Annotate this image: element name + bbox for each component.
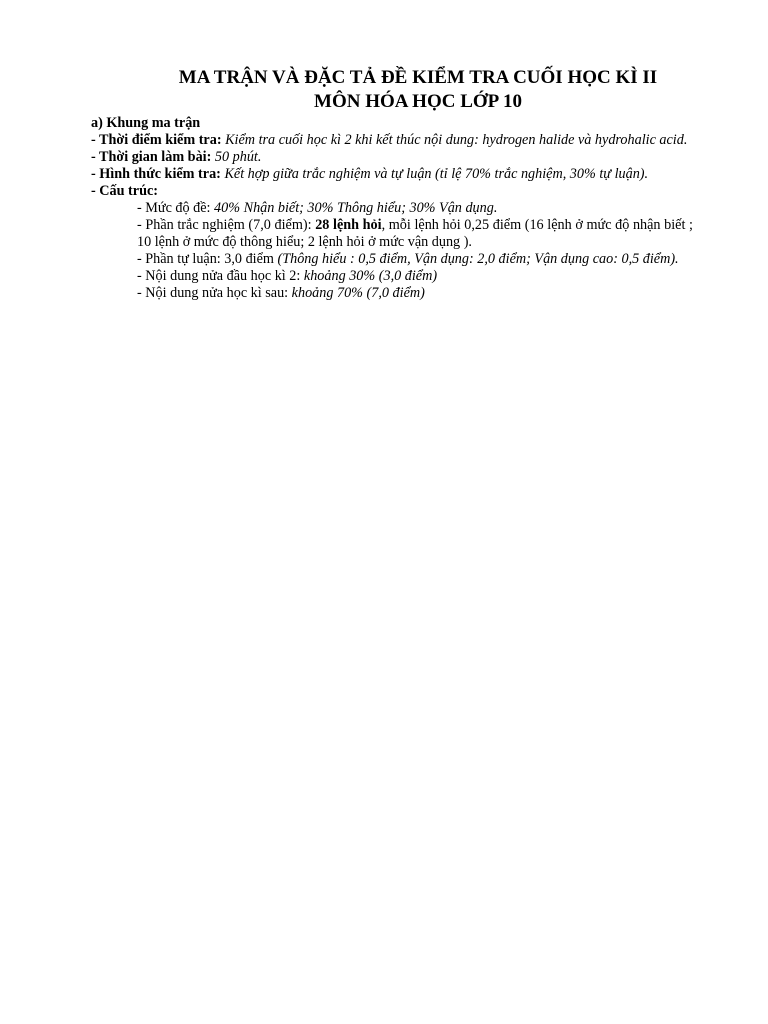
format-value: Kết hợp giữa trắc nghiệm và tự luận (tỉ lệ 70% trắc nghiệm, 30% tự luận). — [220, 166, 649, 182]
second-half-item — [91, 285, 693, 302]
first-half-item — [91, 268, 693, 285]
exam-time-value: Kiểm tra cuối học kì 2 khi kết thúc nội dung: hydrogen halide và hydrohalic acid. — [221, 132, 688, 148]
level-item — [91, 200, 693, 217]
multiple-choice-item — [91, 217, 693, 251]
level-prefix: - Mức độ đề: — [137, 200, 215, 216]
mc-prefix: - Phần trắc nghiệm (7,0 điểm): — [137, 217, 316, 233]
second-half-value: khoảng 70% (7,0 điểm) — [291, 285, 425, 301]
duration-value: 50 phút. — [211, 149, 262, 165]
second-half-prefix: - Nội dung nửa học kì sau: — [137, 285, 292, 301]
format-paragraph — [91, 166, 693, 183]
duration-paragraph — [91, 149, 693, 166]
exam-time-label: - Thời điểm kiểm tra: — [91, 132, 222, 148]
essay-prefix: - Phần tự luận: 3,0 điểm — [137, 251, 278, 267]
essay-value: (Thông hiểu : 0,5 điểm, Vận dụng: 2,0 điểm; Vận dụng cao: 0,5 điểm). — [277, 251, 679, 267]
mc-rest: , mỗi lệnh hỏi 0,25 điểm (16 lệnh ở mức độ nhận biết ; 10 lệnh ở mức độ thông hiểu; 2 lệnh hỏi ở mức vận dụng ). — [137, 217, 693, 250]
level-value: 40% Nhận biết; 30% Thông hiểu; 30% Vận dụng. — [214, 200, 498, 216]
document-body — [91, 115, 693, 302]
document-title — [91, 66, 693, 114]
first-half-value: khoảng 30% (3,0 điểm) — [303, 268, 438, 284]
duration-label: - Thời gian làm bài: — [91, 149, 212, 165]
essay-item — [91, 251, 693, 268]
first-half-prefix: - Nội dung nửa đầu học kì 2: — [137, 268, 304, 284]
title-line-2: MÔN HÓA HỌC LỚP 10 — [314, 91, 522, 112]
structure-label: - Cấu trúc: — [91, 183, 158, 199]
mc-bold: 28 lệnh hỏi — [315, 217, 382, 233]
exam-time-paragraph — [91, 132, 693, 149]
title-line-1: MA TRẬN VÀ ĐẶC TẢ ĐỀ KIỂM TRA CUỐI HỌC KÌ II — [178, 67, 658, 88]
document-page — [91, 66, 693, 302]
format-label: - Hình thức kiểm tra: — [91, 166, 221, 182]
section-heading-a: a) Khung ma trận — [91, 115, 201, 131]
